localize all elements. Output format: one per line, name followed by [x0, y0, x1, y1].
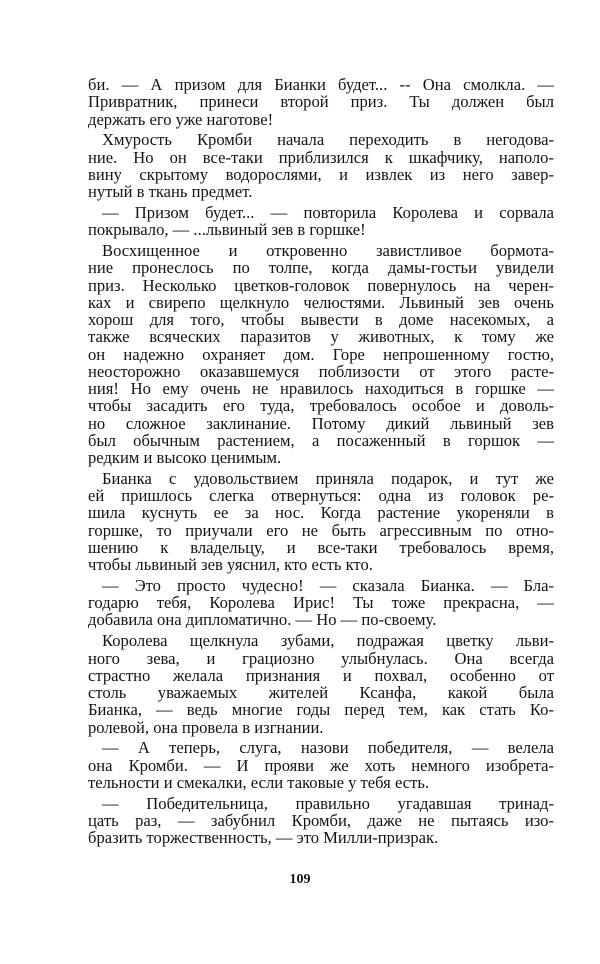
text-line: он надежно охраняет дом. Горе непрошенному гостю, [88, 344, 554, 364]
paragraph [88, 76, 554, 128]
text-line: тельности и смекалки, если таковые у тебя есть. [88, 772, 430, 792]
paragraph [88, 131, 554, 200]
text-line: ей пришлось слегка отвернуться: одна из головок ре- [88, 486, 554, 506]
text-line: бразить торжественность, — это Милли-призрак. [88, 828, 439, 848]
text-line: покрывало, — ...львиный зев в горшке! [88, 220, 366, 240]
text-line: вину скрытому водорослями, и извлек из него завер- [88, 164, 554, 184]
text-line: приз. Несколько цветков-головок повернулось на черен- [88, 275, 554, 295]
text-line: Бианка, — ведь многие годы перед тем, как стать Ко- [88, 700, 554, 720]
text-line: Привратник, принеси второй приз. Ты должен был [88, 92, 554, 112]
text-line: добавила она дипломатично. — Но — по-своему. [88, 610, 437, 630]
text-line: Королева щелкнула зубами, подражая цветку льви- [102, 631, 554, 651]
text-line: чтобы львиный зев уяснил, кто есть кто. [88, 555, 373, 575]
text-line: — Это просто чудесно! — сказала Бианка. — Бла- [102, 575, 554, 595]
text-line: Бианка с удовольствием приняла подарок, и тут же [102, 468, 554, 488]
text-line: но сложное заклинание. Потому дикий львиный зев [88, 413, 554, 433]
text-line: годарю тебя, Королева Ирис! Ты тоже прекрасна, — [88, 593, 554, 613]
text-line: — Призом будет... — повторила Королева и сорвала [102, 202, 554, 222]
text-line: нутый в ткань предмет. [88, 182, 253, 202]
text-line: был обычным растением, а посаженный в горшок — [88, 430, 554, 450]
paragraph [88, 739, 554, 791]
text-line: Восхищенное и откровенно завистливое бормота- [102, 241, 554, 261]
text-line: она Кромби. — И прояви же хоть немного изобрета- [88, 755, 554, 775]
page-number: 109 [289, 872, 311, 887]
text-line: страстно желала признания и похвал, особенно от [88, 665, 554, 685]
text-line: ного зева, и грациозно улыбнулась. Она всегда [88, 648, 554, 668]
text-line: — А теперь, слуга, назови победителя, — велела [102, 738, 554, 758]
text-line: также всяческих паразитов у животных, к тому же [88, 327, 554, 347]
text-line: ние. Но он все-таки приблизился к шкафчику, наполо- [88, 147, 554, 167]
text-line: столь уважаемых жителей Ксанфа, какой была [88, 683, 554, 703]
text-line: ние пронеслось по толпе, когда дамы-гостьи увидели [88, 258, 554, 278]
paragraph [88, 795, 554, 847]
paragraph [88, 242, 554, 466]
text-line: би. — А призом для Бианки будет... -- Она смолкла. — [88, 75, 554, 94]
book-page-text [88, 76, 554, 850]
text-line: шению к владельцу, и все-таки требовалось время, [88, 537, 554, 557]
text-line: чтобы засадить его туда, требовалось особое и доволь- [88, 396, 554, 416]
text-line: редким и высоко ценимым. [88, 448, 282, 468]
paragraph [88, 632, 554, 736]
text-line: ния! Но ему очень не нравилось находиться в горшке — [88, 379, 554, 399]
text-line: ролевой, она провела в изгнании. [88, 717, 324, 737]
text-line: хорош для того, чтобы вывести в доме насекомых, а [88, 310, 554, 330]
text-line: Хмурость Кромби начала переходить в негодова- [102, 130, 554, 150]
text-line: неосторожно оказавшемуся поблизости от этого расте- [88, 361, 554, 381]
text-line: шила куснуть ее за нос. Когда растение укореняли в [88, 503, 554, 523]
text-line: ках и свирепо щелкнуло челюстями. Львиный зев очень [88, 292, 554, 312]
paragraph [88, 204, 554, 239]
text-line: цать раз, — забубнил Кромби, даже не пытаясь изо- [88, 811, 554, 830]
text-line: горшке, то приучали его не быть агрессивным по отно- [88, 520, 554, 540]
paragraph [88, 470, 554, 574]
paragraph [88, 577, 554, 629]
text-line: — Победительница, правильно угадавшая тринад- [102, 793, 554, 813]
text-line: держать его уже наготове! [88, 109, 274, 129]
